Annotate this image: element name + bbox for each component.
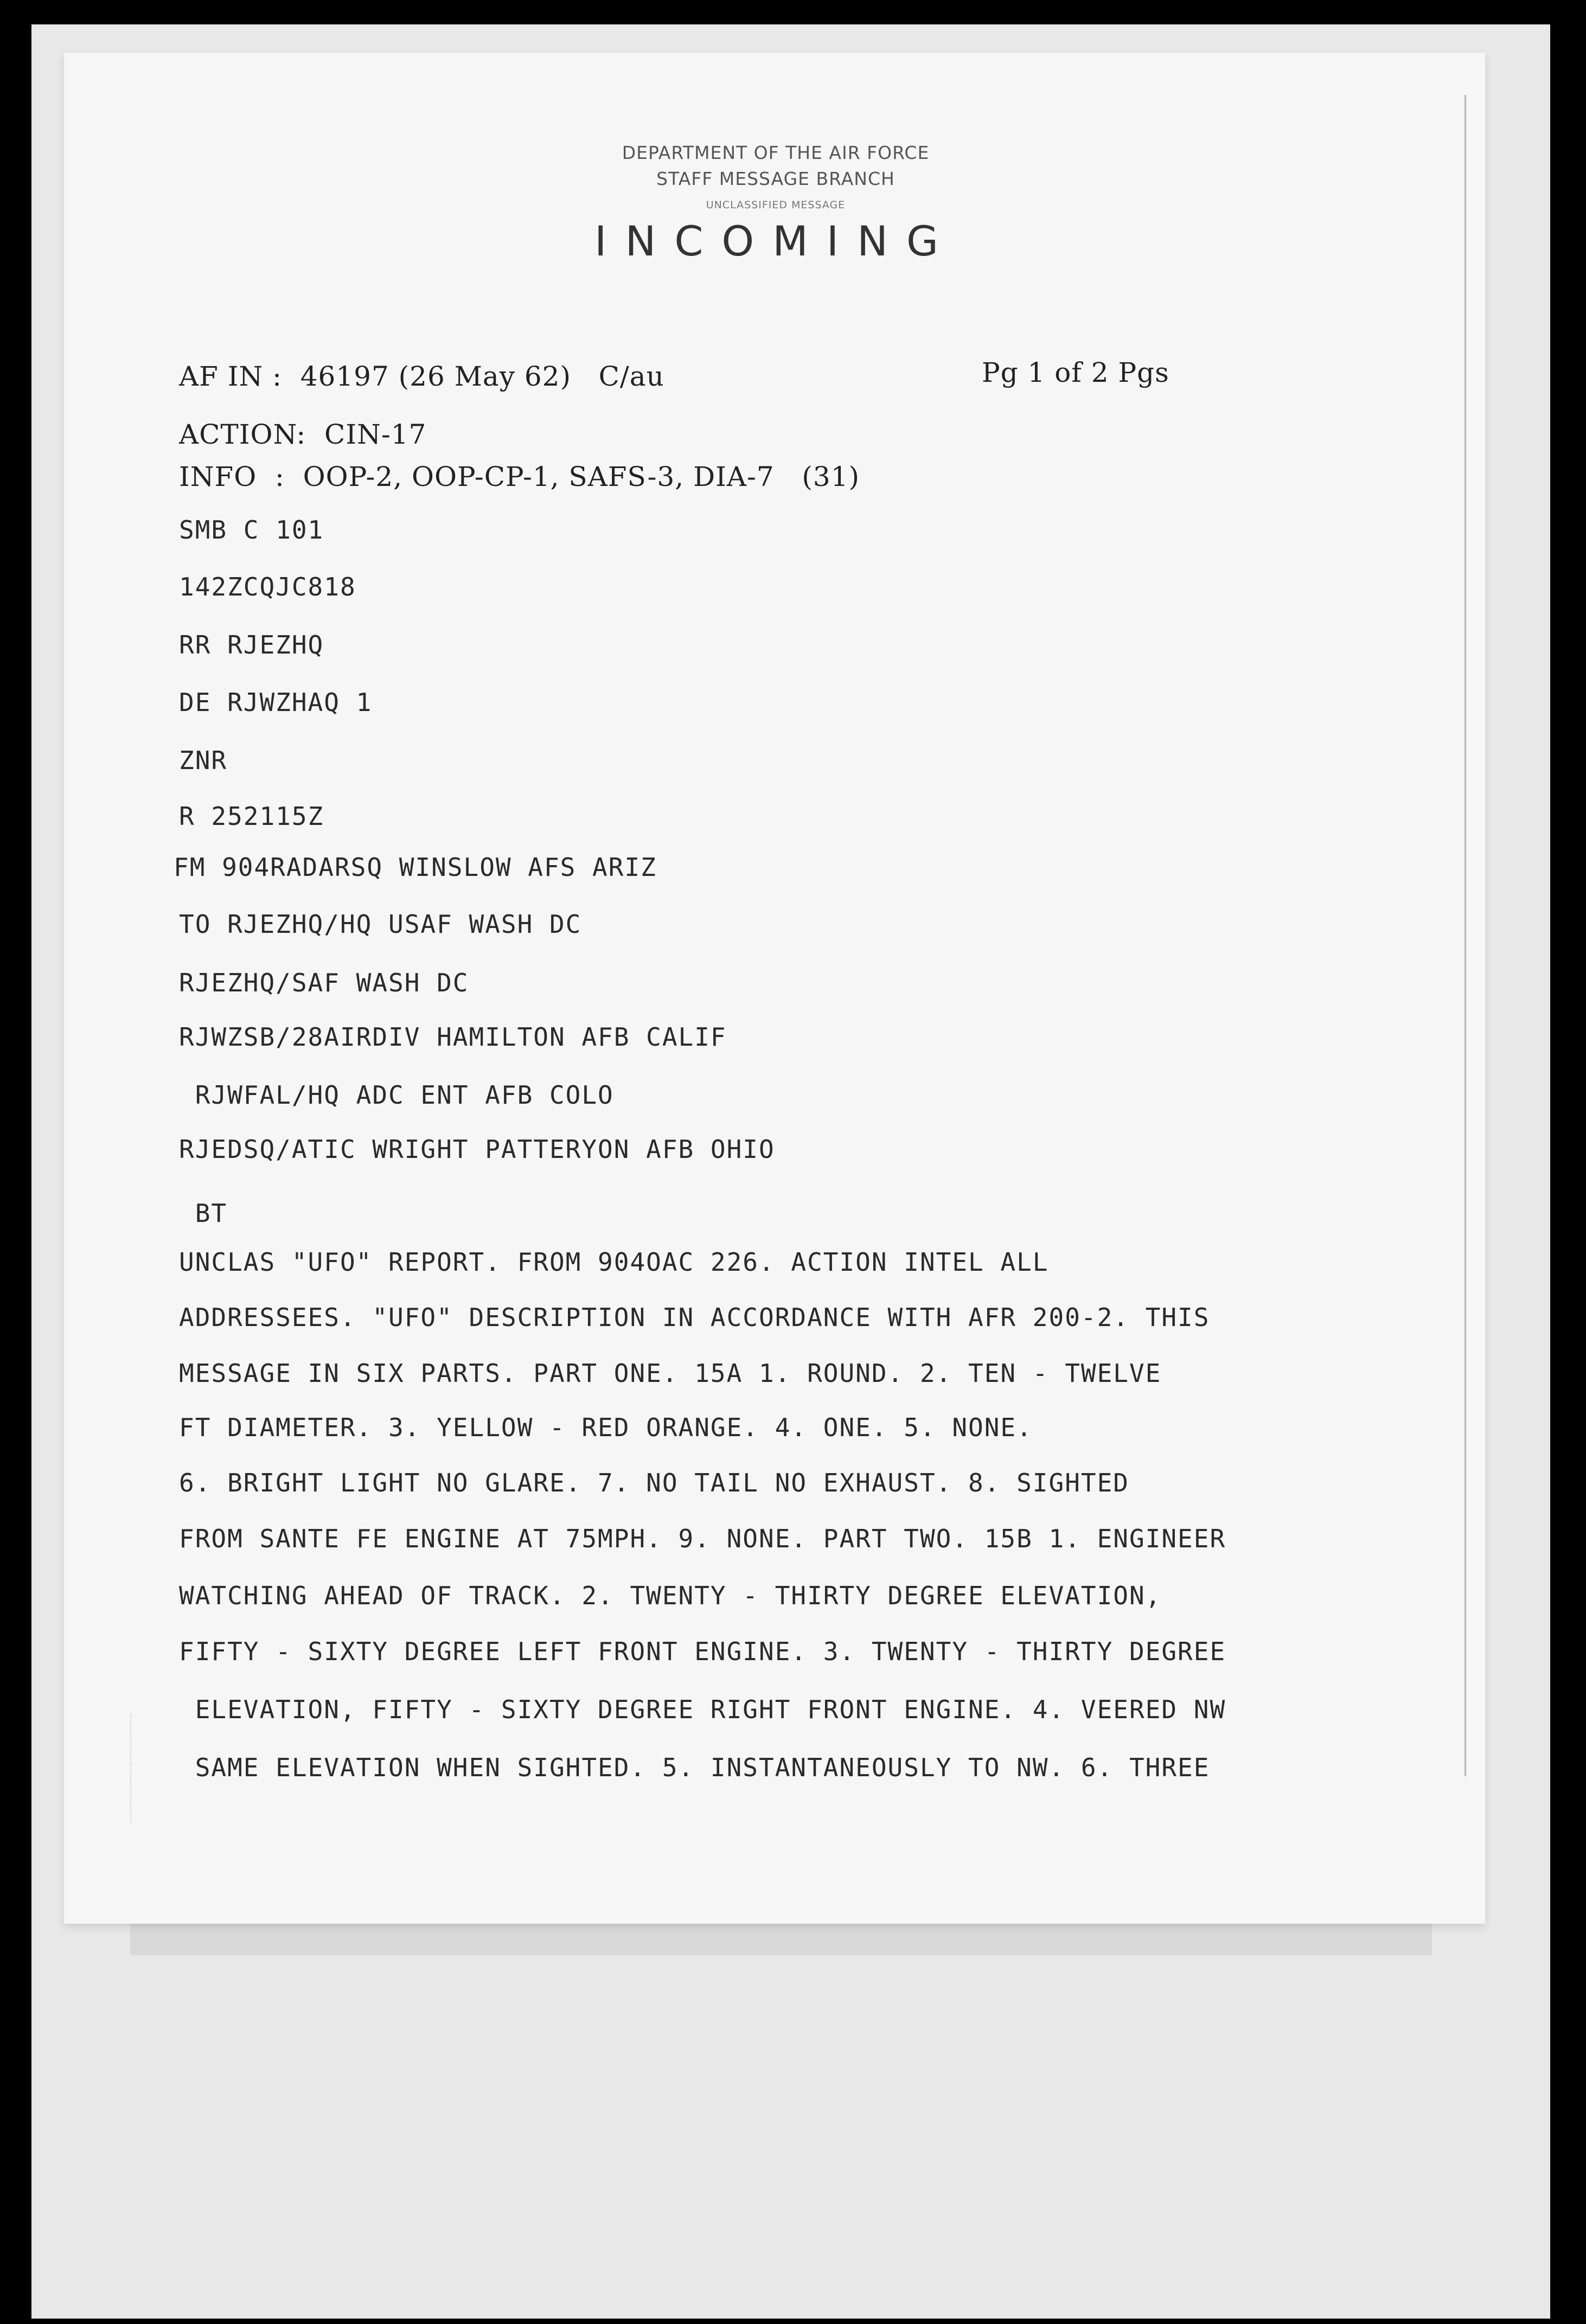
- department-heading: DEPARTMENT OF THE AIR FORCE: [622, 142, 930, 163]
- body-line: UNCLAS "UFO" REPORT. FROM 904OAC 226. ACTION INTEL ALL: [179, 1247, 1049, 1277]
- body-line: ADDRESSEES. "UFO" DESCRIPTION IN ACCORDANCE WITH AFR 200-2. THIS: [179, 1303, 1210, 1332]
- routing-line: RJWFAL/HQ ADC ENT AFB COLO: [179, 1080, 614, 1110]
- routing-line: 142ZCQJC818: [179, 572, 356, 601]
- incoming-title: INCOMING: [594, 217, 957, 265]
- body-line: WATCHING AHEAD OF TRACK. 2. TWENTY - THIRTY DEGREE ELEVATION,: [179, 1581, 1162, 1610]
- page-count: Pg 1 of 2 Pgs: [982, 357, 1169, 388]
- body-line: 6. BRIGHT LIGHT NO GLARE. 7. NO TAIL NO EXHAUST. 8. SIGHTED: [179, 1468, 1129, 1497]
- routing-line: TO RJEZHQ/HQ USAF WASH DC: [179, 910, 582, 939]
- routing-line: RR RJEZHQ: [179, 630, 324, 660]
- routing-line: FM 904RADARSQ WINSLOW AFS ARIZ: [174, 853, 657, 882]
- routing-line: RJEDSQ/ATIC WRIGHT PATTERYON AFB OHIO: [179, 1135, 775, 1164]
- body-line: ELEVATION, FIFTY - SIXTY DEGREE RIGHT FRONT ENGINE. 4. VEERED NW: [179, 1695, 1226, 1724]
- body-line: MESSAGE IN SIX PARTS. PART ONE. 15A 1. ROUND. 2. TEN - TWELVE: [179, 1359, 1162, 1388]
- body-line: FIFTY - SIXTY DEGREE LEFT FRONT ENGINE. 3. TWENTY - THIRTY DEGREE: [179, 1637, 1226, 1666]
- routing-line: SMB C 101: [179, 515, 324, 545]
- body-line: FT DIAMETER. 3. YELLOW - RED ORANGE. 4. ONE. 5. NONE.: [179, 1413, 1033, 1442]
- routing-line: RJWZSB/28AIRDIV HAMILTON AFB CALIF: [179, 1022, 727, 1052]
- action-line: ACTION: CIN-17: [179, 419, 427, 450]
- margin-artifact: [130, 1714, 153, 1822]
- routing-line: R 252115Z: [179, 802, 324, 831]
- af-in-line: AF IN : 46197 (26 May 62) C/au: [179, 361, 664, 392]
- branch-heading: STAFF MESSAGE BRANCH: [656, 168, 895, 189]
- body-line: FROM SANTE FE ENGINE AT 75MPH. 9. NONE. PART TWO. 15B 1. ENGINEER: [179, 1524, 1226, 1553]
- info-line: INFO : OOP-2, OOP-CP-1, SAFS-3, DIA-7 (31): [179, 461, 860, 492]
- routing-line: DE RJWZHAQ 1: [179, 688, 373, 717]
- routing-line: RJEZHQ/SAF WASH DC: [179, 968, 469, 997]
- body-line: SAME ELEVATION WHEN SIGHTED. 5. INSTANTANEOUSLY TO NW. 6. THREE: [179, 1753, 1210, 1782]
- classification-heading: UNCLASSIFIED MESSAGE: [706, 199, 846, 211]
- right-margin-rule: [1465, 95, 1466, 1776]
- routing-line: BT: [179, 1199, 228, 1228]
- routing-line: ZNR: [179, 746, 228, 775]
